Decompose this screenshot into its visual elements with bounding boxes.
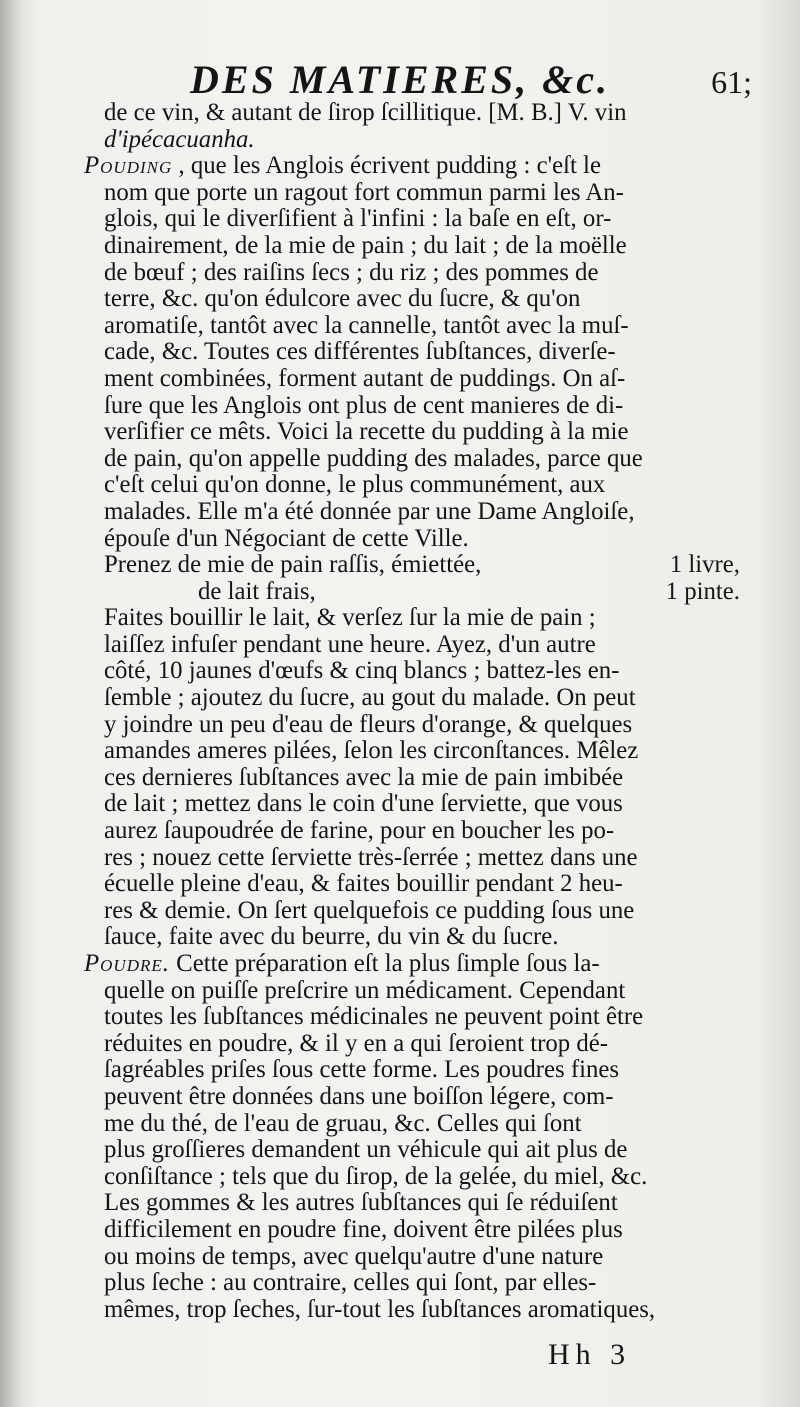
text-line: de lait ; mettez dans le coin d'une ſerviette, que vous <box>104 790 623 818</box>
text-line: Cette préparation eſt la plus ſimple ſous la- <box>176 950 600 977</box>
running-head <box>190 56 752 100</box>
text-line: , que les Anglois écrivent pudding : c'eſt le <box>178 152 601 180</box>
text-line: terre, &c. qu'on édulcore avec du ſucre, & qu'on <box>104 285 581 313</box>
recipe-line-bread <box>104 552 740 579</box>
text-line: laiſſez infuſer pendant une heure. Ayez, d'un autre <box>104 630 596 658</box>
recipe-ingredient: Prenez de mie de pain raſſis, émiettée, <box>104 551 482 579</box>
text-line: nom que porte un ragout fort commun parmi les An- <box>104 178 624 206</box>
headword-pouding: Pouding <box>84 152 173 180</box>
text-line: toutes les ſubſtances médicinales ne peuvent point être <box>104 1003 644 1031</box>
text-line: réduites en poudre, & il y en a qui ſeroient trop dé- <box>104 1029 609 1057</box>
text-line: peuvent être données dans une boiſſon légere, com- <box>104 1082 614 1110</box>
text-line: cade, &c. Toutes ces différentes ſubſtances, diverſe- <box>104 338 616 366</box>
text-line: amandes ameres pilées, ſelon les circonſtances. Mêlez <box>104 737 639 765</box>
gutter-shadow <box>0 0 22 1407</box>
text-line: quelle on puiſſe preſcrire un médicament. Cependant <box>104 976 626 1004</box>
running-head-title: DES MATIERES, &c. <box>190 57 611 102</box>
text-line: difficilement en poudre fine, doivent être pilées plus <box>104 1215 623 1243</box>
text-line: Les gommes & les autres ſubſtances qui ſe réduiſent <box>104 1189 618 1217</box>
text-line: ſagréables priſes ſous cette forme. Les poudres fines <box>104 1056 620 1084</box>
text-line: mêmes, trop ſeches, ſur-tout les ſubſtances aromatiques, <box>104 1295 656 1323</box>
text-line: conſiſtance ; tels que du ſirop, de la gelée, du miel, &c. <box>104 1162 648 1190</box>
recipe-line-milk <box>104 579 740 606</box>
text-line: aromatiſe, tantôt avec la cannelle, tantôt avec la muſ- <box>104 311 629 339</box>
text-line: ſauce, faite avec du beurre, du vin & du ſucre. <box>104 923 559 951</box>
entry-pouding-first-line <box>84 153 740 180</box>
text-line: y joindre un peu d'eau de fleurs d'orange, & quelques <box>104 710 633 738</box>
page-number: 61; <box>711 64 752 100</box>
entry-poudre-first-line <box>84 951 740 978</box>
text-line: ſure que les Anglois ont plus de cent manieres de di- <box>104 391 624 419</box>
text-line: ſemble ; ajoutez du ſucre, au gout du malade. On peut <box>104 684 636 712</box>
text-line: plus groſſieres demandent un véhicule qui ait plus de <box>104 1136 628 1164</box>
text-line: plus ſeche : au contraire, celles qui ſont, par elles- <box>104 1269 597 1297</box>
text-line: de ce vin, & autant de ſirop ſcillitique. [M. B.] V. vin <box>104 99 627 126</box>
text-line: me du thé, de l'eau de gruau, &c. Celles qui ſont <box>104 1109 582 1137</box>
text-line: écuelle pleine d'eau, & faites bouillir pendant 2 heu- <box>104 870 623 898</box>
body-text <box>84 99 740 1323</box>
text-line: Faites bouillir le lait, & verſez ſur la mie de pain ; <box>104 604 596 632</box>
recipe-quantity: 1 livre, <box>669 551 740 579</box>
text-line: ces dernieres ſubſtances avec la mie de pain imbibée <box>104 763 624 791</box>
text-line: malades. Elle m'a été donnée par une Dame Angloiſe, <box>104 497 635 525</box>
text-line: c'eſt celui qu'on donne, le plus communément, aux <box>104 471 606 499</box>
text-line: de bœuf ; des raiſins ſecs ; du riz ; des pommes de <box>104 258 599 286</box>
text-line: glois, qui le diverſifient à l'infini : la baſe en eſt, or- <box>104 205 612 233</box>
text-line: d'ipécacuanha. <box>104 125 255 153</box>
recipe-quantity: 1 pinte. <box>665 577 740 605</box>
text-line: côté, 10 jaunes d'œufs & cinq blancs ; battez-les en- <box>104 657 620 685</box>
text-line: verſifier ce mêts. Voici la recette du pudding à la mie <box>104 418 629 446</box>
signature-mark: Hh 3 <box>548 1338 632 1371</box>
recipe-ingredient: de lait frais, <box>198 577 316 605</box>
text-line: aurez ſaupoudrée de farine, pour en boucher les po- <box>104 817 615 845</box>
text-line: res & demie. On ſert quelquefois ce pudding ſous une <box>104 896 635 924</box>
text-line: ou moins de temps, avec quelqu'autre d'une nature <box>104 1242 604 1270</box>
text-line: de pain, qu'on appelle pudding des malades, parce que <box>104 444 643 472</box>
headword-poudre: Poudre. <box>84 950 170 977</box>
text-line: dinairement, de la mie de pain ; du lait ; de la moëlle <box>104 231 627 259</box>
text-line: épouſe d'un Négociant de cette Ville. <box>104 524 469 552</box>
text-line: res ; nouez cette ſerviette très-ſerrée ; mettez dans une <box>104 843 638 871</box>
text-line: ment combinées, forment autant de puddings. On aſ- <box>104 364 626 392</box>
